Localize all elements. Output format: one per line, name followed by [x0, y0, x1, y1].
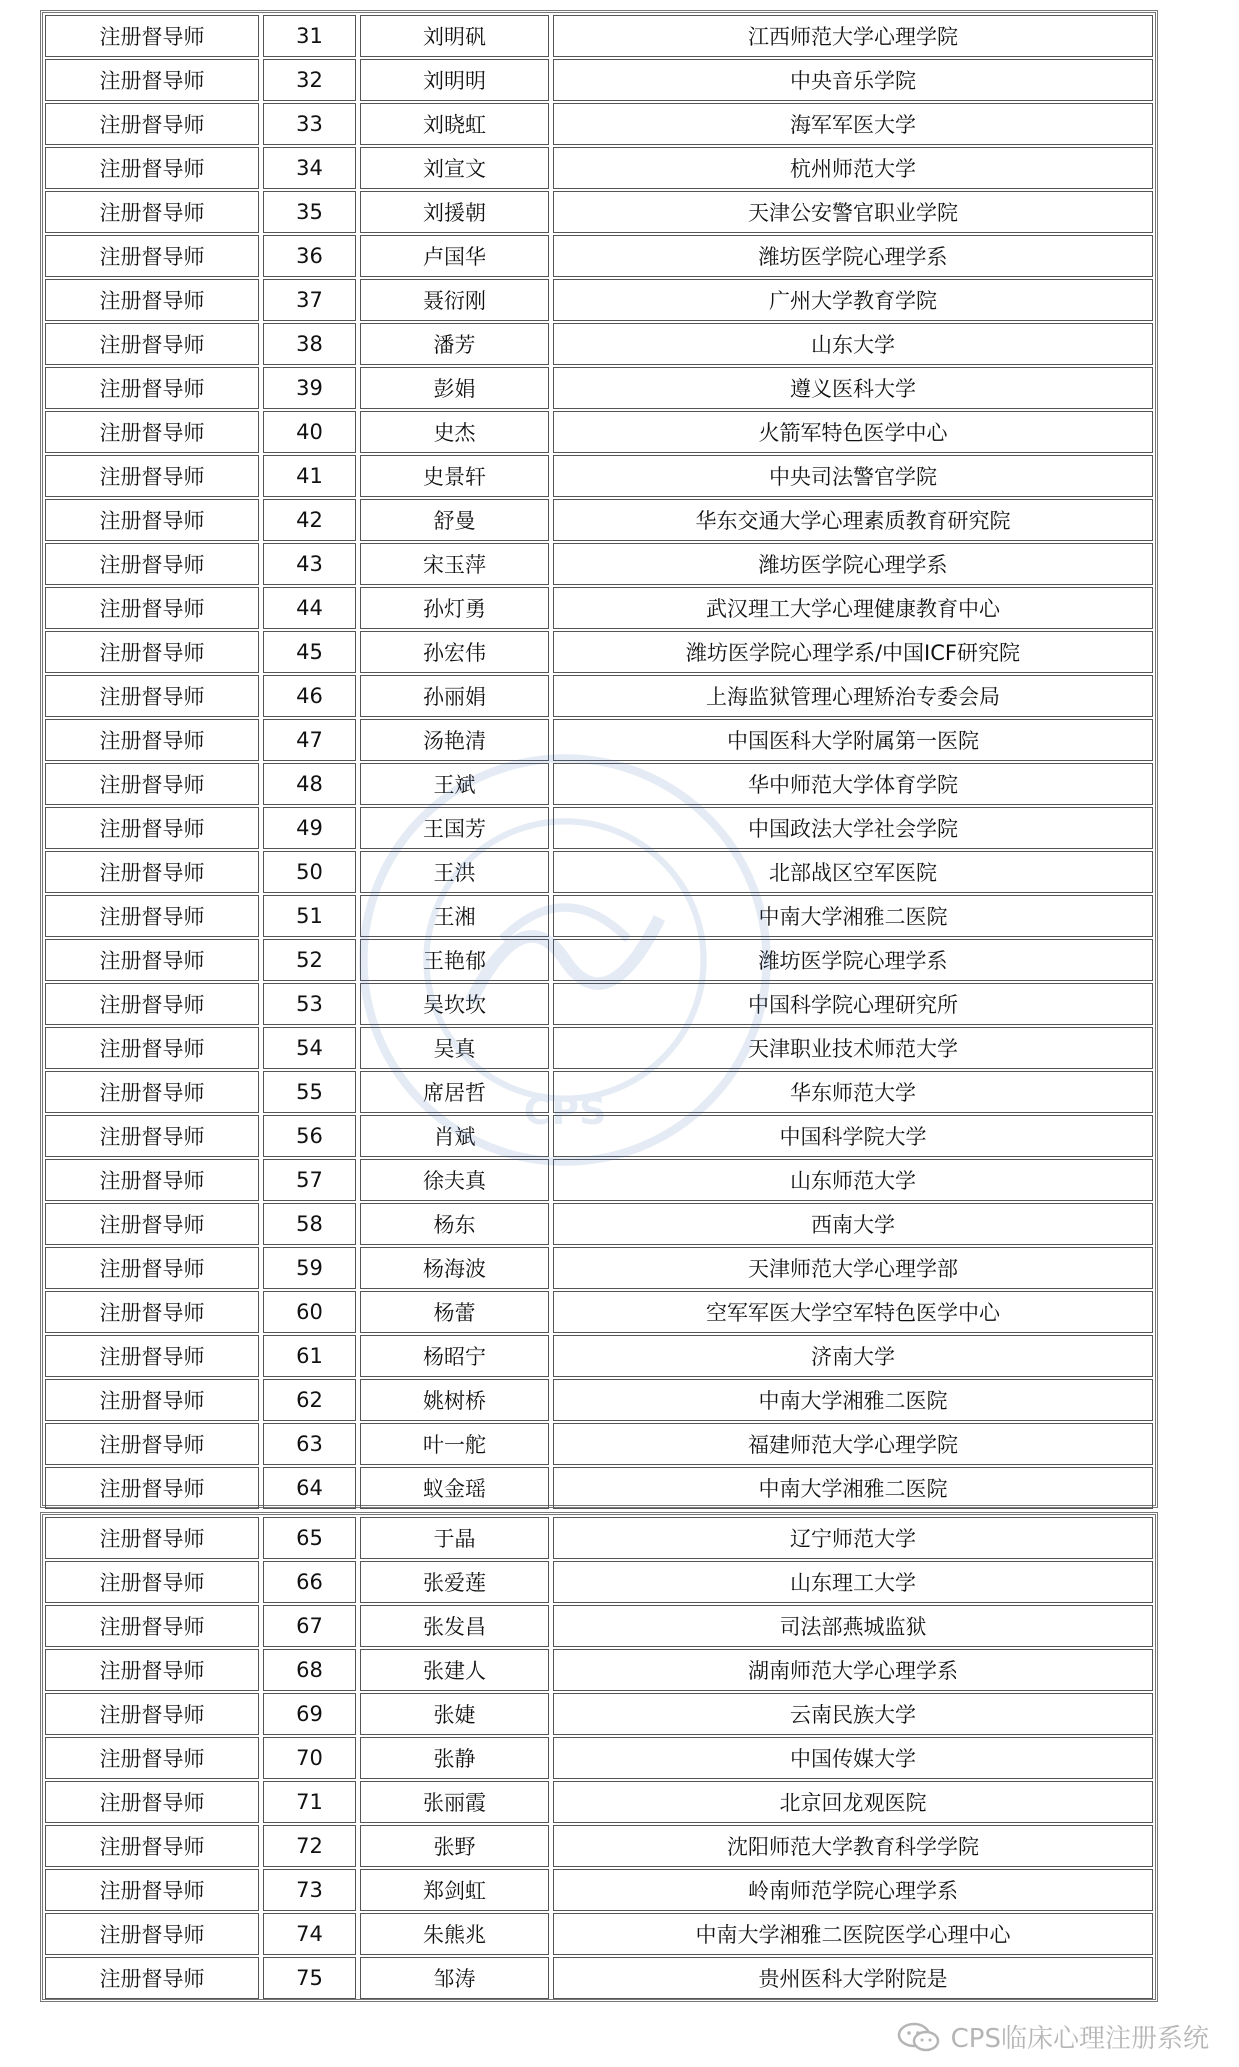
number-cell: 51 — [263, 895, 356, 937]
role-cell: 注册督导师 — [45, 1781, 259, 1823]
number-cell: 56 — [263, 1115, 356, 1157]
role-cell: 注册督导师 — [45, 323, 259, 365]
name-cell: 宋玉萍 — [360, 543, 549, 585]
number-cell: 34 — [263, 147, 356, 189]
name-cell: 于晶 — [360, 1517, 549, 1559]
role-cell: 注册督导师 — [45, 1291, 259, 1333]
number-cell: 37 — [263, 279, 356, 321]
organization-cell: 司法部燕城监狱 — [553, 1605, 1153, 1647]
role-cell: 注册督导师 — [45, 1605, 259, 1647]
name-cell: 姚树桥 — [360, 1379, 549, 1421]
organization-cell: 中央司法警官学院 — [553, 455, 1153, 497]
number-cell: 53 — [263, 983, 356, 1025]
name-cell: 孙丽娟 — [360, 675, 549, 717]
number-cell: 64 — [263, 1467, 356, 1509]
number-cell: 52 — [263, 939, 356, 981]
name-cell: 舒曼 — [360, 499, 549, 541]
number-cell: 45 — [263, 631, 356, 673]
name-cell: 刘晓虹 — [360, 103, 549, 145]
name-cell: 张发昌 — [360, 1605, 549, 1647]
name-cell: 张爱莲 — [360, 1561, 549, 1603]
role-cell: 注册督导师 — [45, 191, 259, 233]
role-cell: 注册督导师 — [45, 279, 259, 321]
role-cell: 注册督导师 — [45, 1561, 259, 1603]
organization-cell: 辽宁师范大学 — [553, 1517, 1153, 1559]
role-cell: 注册督导师 — [45, 1869, 259, 1911]
name-cell: 邹涛 — [360, 1957, 549, 1999]
organization-cell: 山东师范大学 — [553, 1159, 1153, 1201]
organization-cell: 山东大学 — [553, 323, 1153, 365]
organization-cell: 北京回龙观医院 — [553, 1781, 1153, 1823]
organization-cell: 贵州医科大学附院是 — [553, 1957, 1153, 1999]
organization-cell: 火箭军特色医学中心 — [553, 411, 1153, 453]
role-cell: 注册督导师 — [45, 411, 259, 453]
number-cell: 54 — [263, 1027, 356, 1069]
organization-cell: 中国科学院大学 — [553, 1115, 1153, 1157]
role-cell: 注册督导师 — [45, 59, 259, 101]
name-cell: 王艳郁 — [360, 939, 549, 981]
organization-cell: 遵义医科大学 — [553, 367, 1153, 409]
name-cell: 潘芳 — [360, 323, 549, 365]
role-cell: 注册督导师 — [45, 719, 259, 761]
role-cell: 注册督导师 — [45, 455, 259, 497]
number-cell: 42 — [263, 499, 356, 541]
role-cell: 注册督导师 — [45, 499, 259, 541]
organization-cell: 中国传媒大学 — [553, 1737, 1153, 1779]
role-cell: 注册督导师 — [45, 235, 259, 277]
name-cell: 杨海波 — [360, 1247, 549, 1289]
name-cell: 汤艳清 — [360, 719, 549, 761]
name-cell: 王洪 — [360, 851, 549, 893]
name-cell: 叶一舵 — [360, 1423, 549, 1465]
number-cell: 31 — [263, 15, 356, 57]
organization-cell: 济南大学 — [553, 1335, 1153, 1377]
role-cell: 注册督导师 — [45, 1027, 259, 1069]
name-cell: 吴坎坎 — [360, 983, 549, 1025]
organization-cell: 天津职业技术师范大学 — [553, 1027, 1153, 1069]
number-cell: 47 — [263, 719, 356, 761]
footer-brand — [897, 2018, 1209, 2055]
name-cell: 席居哲 — [360, 1071, 549, 1113]
name-cell: 王湘 — [360, 895, 549, 937]
organization-cell: 潍坊医学院心理学系/中国ICF研究院 — [553, 631, 1153, 673]
name-cell: 徐夫真 — [360, 1159, 549, 1201]
role-cell: 注册督导师 — [45, 1423, 259, 1465]
number-cell: 39 — [263, 367, 356, 409]
organization-cell: 武汉理工大学心理健康教育中心 — [553, 587, 1153, 629]
wechat-icon — [897, 2022, 941, 2052]
role-cell: 注册督导师 — [45, 147, 259, 189]
role-cell: 注册督导师 — [45, 1825, 259, 1867]
organization-cell: 福建师范大学心理学院 — [553, 1423, 1153, 1465]
organization-cell: 云南民族大学 — [553, 1693, 1153, 1735]
name-cell: 肖斌 — [360, 1115, 549, 1157]
organization-cell: 中国科学院心理研究所 — [553, 983, 1153, 1025]
number-cell: 66 — [263, 1561, 356, 1603]
organization-cell: 天津公安警官职业学院 — [553, 191, 1153, 233]
name-cell: 孙宏伟 — [360, 631, 549, 673]
role-cell: 注册督导师 — [45, 1737, 259, 1779]
number-cell: 60 — [263, 1291, 356, 1333]
number-cell: 41 — [263, 455, 356, 497]
name-cell: 杨蕾 — [360, 1291, 549, 1333]
number-cell: 69 — [263, 1693, 356, 1735]
role-cell: 注册督导师 — [45, 1517, 259, 1559]
role-cell: 注册督导师 — [45, 763, 259, 805]
role-cell: 注册督导师 — [45, 1957, 259, 1999]
organization-cell: 中央音乐学院 — [553, 59, 1153, 101]
role-cell: 注册督导师 — [45, 1467, 259, 1509]
name-cell: 张丽霞 — [360, 1781, 549, 1823]
role-cell: 注册督导师 — [45, 939, 259, 981]
organization-cell: 上海监狱管理心理矫治专委会局 — [553, 675, 1153, 717]
organization-cell: 中南大学湘雅二医院 — [553, 1467, 1153, 1509]
organization-cell: 中国医科大学附属第一医院 — [553, 719, 1153, 761]
number-cell: 50 — [263, 851, 356, 893]
role-cell: 注册督导师 — [45, 675, 259, 717]
number-cell: 62 — [263, 1379, 356, 1421]
number-cell: 32 — [263, 59, 356, 101]
role-cell: 注册督导师 — [45, 367, 259, 409]
organization-cell: 中南大学湘雅二医院医学心理中心 — [553, 1913, 1153, 1955]
role-cell: 注册督导师 — [45, 1693, 259, 1735]
name-cell: 张婕 — [360, 1693, 549, 1735]
role-cell: 注册督导师 — [45, 587, 259, 629]
role-cell: 注册督导师 — [45, 1247, 259, 1289]
role-cell: 注册督导师 — [45, 631, 259, 673]
role-cell: 注册督导师 — [45, 1913, 259, 1955]
name-cell: 刘明矾 — [360, 15, 549, 57]
name-cell: 郑剑虹 — [360, 1869, 549, 1911]
role-cell: 注册督导师 — [45, 1379, 259, 1421]
role-cell: 注册督导师 — [45, 543, 259, 585]
name-cell: 史杰 — [360, 411, 549, 453]
number-cell: 75 — [263, 1957, 356, 1999]
number-cell: 67 — [263, 1605, 356, 1647]
organization-cell: 空军军医大学空军特色医学中心 — [553, 1291, 1153, 1333]
role-cell: 注册督导师 — [45, 1115, 259, 1157]
number-cell: 46 — [263, 675, 356, 717]
number-cell: 48 — [263, 763, 356, 805]
name-cell: 史景轩 — [360, 455, 549, 497]
number-cell: 72 — [263, 1825, 356, 1867]
name-cell: 张野 — [360, 1825, 549, 1867]
role-cell: 注册督导师 — [45, 1335, 259, 1377]
number-cell: 33 — [263, 103, 356, 145]
organization-cell: 岭南师范学院心理学系 — [553, 1869, 1153, 1911]
name-cell: 朱熊兆 — [360, 1913, 549, 1955]
organization-cell: 中南大学湘雅二医院 — [553, 1379, 1153, 1421]
role-cell: 注册督导师 — [45, 983, 259, 1025]
number-cell: 55 — [263, 1071, 356, 1113]
number-cell: 43 — [263, 543, 356, 585]
organization-cell: 广州大学教育学院 — [553, 279, 1153, 321]
name-cell: 张静 — [360, 1737, 549, 1779]
organization-cell: 杭州师范大学 — [553, 147, 1153, 189]
name-cell: 王国芳 — [360, 807, 549, 849]
number-cell: 61 — [263, 1335, 356, 1377]
number-cell: 74 — [263, 1913, 356, 1955]
organization-cell: 潍坊医学院心理学系 — [553, 939, 1153, 981]
organization-cell: 北部战区空军医院 — [553, 851, 1153, 893]
number-cell: 68 — [263, 1649, 356, 1691]
organization-cell: 天津师范大学心理学部 — [553, 1247, 1153, 1289]
number-cell: 73 — [263, 1869, 356, 1911]
number-cell: 63 — [263, 1423, 356, 1465]
organization-cell: 华东师范大学 — [553, 1071, 1153, 1113]
organization-cell: 中国政法大学社会学院 — [553, 807, 1153, 849]
name-cell: 杨东 — [360, 1203, 549, 1245]
organization-cell: 沈阳师范大学教育科学学院 — [553, 1825, 1153, 1867]
number-cell: 36 — [263, 235, 356, 277]
organization-cell: 潍坊医学院心理学系 — [553, 235, 1153, 277]
number-cell: 57 — [263, 1159, 356, 1201]
number-cell: 58 — [263, 1203, 356, 1245]
number-cell: 70 — [263, 1737, 356, 1779]
name-cell: 王斌 — [360, 763, 549, 805]
organization-cell: 潍坊医学院心理学系 — [553, 543, 1153, 585]
name-cell: 聂衍刚 — [360, 279, 549, 321]
organization-cell: 江西师范大学心理学院 — [553, 15, 1153, 57]
registry-table — [40, 10, 1158, 2002]
organization-cell: 中南大学湘雅二医院 — [553, 895, 1153, 937]
number-cell: 49 — [263, 807, 356, 849]
organization-cell: 华中师范大学体育学院 — [553, 763, 1153, 805]
organization-cell: 山东理工大学 — [553, 1561, 1153, 1603]
organization-cell: 湖南师范大学心理学系 — [553, 1649, 1153, 1691]
organization-cell: 华东交通大学心理素质教育研究院 — [553, 499, 1153, 541]
name-cell: 刘明明 — [360, 59, 549, 101]
role-cell: 注册督导师 — [45, 807, 259, 849]
role-cell: 注册督导师 — [45, 103, 259, 145]
name-cell: 刘宣文 — [360, 147, 549, 189]
name-cell: 杨昭宁 — [360, 1335, 549, 1377]
role-cell: 注册督导师 — [45, 1071, 259, 1113]
role-cell: 注册督导师 — [45, 895, 259, 937]
name-cell: 彭娟 — [360, 367, 549, 409]
role-cell: 注册督导师 — [45, 15, 259, 57]
organization-cell: 西南大学 — [553, 1203, 1153, 1245]
name-cell: 孙灯勇 — [360, 587, 549, 629]
table-block-2 — [40, 1512, 1158, 2002]
number-cell: 40 — [263, 411, 356, 453]
number-cell: 65 — [263, 1517, 356, 1559]
name-cell: 吴真 — [360, 1027, 549, 1069]
number-cell: 38 — [263, 323, 356, 365]
number-cell: 35 — [263, 191, 356, 233]
role-cell: 注册督导师 — [45, 1159, 259, 1201]
name-cell: 张建人 — [360, 1649, 549, 1691]
table-block-1 — [40, 10, 1158, 1508]
role-cell: 注册督导师 — [45, 851, 259, 893]
footer-text: CPS临床心理注册系统 — [950, 2024, 1209, 2054]
number-cell: 59 — [263, 1247, 356, 1289]
name-cell: 刘援朝 — [360, 191, 549, 233]
name-cell: 卢国华 — [360, 235, 549, 277]
role-cell: 注册督导师 — [45, 1649, 259, 1691]
role-cell: 注册督导师 — [45, 1203, 259, 1245]
number-cell: 44 — [263, 587, 356, 629]
number-cell: 71 — [263, 1781, 356, 1823]
organization-cell: 海军军医大学 — [553, 103, 1153, 145]
name-cell: 蚁金瑶 — [360, 1467, 549, 1509]
